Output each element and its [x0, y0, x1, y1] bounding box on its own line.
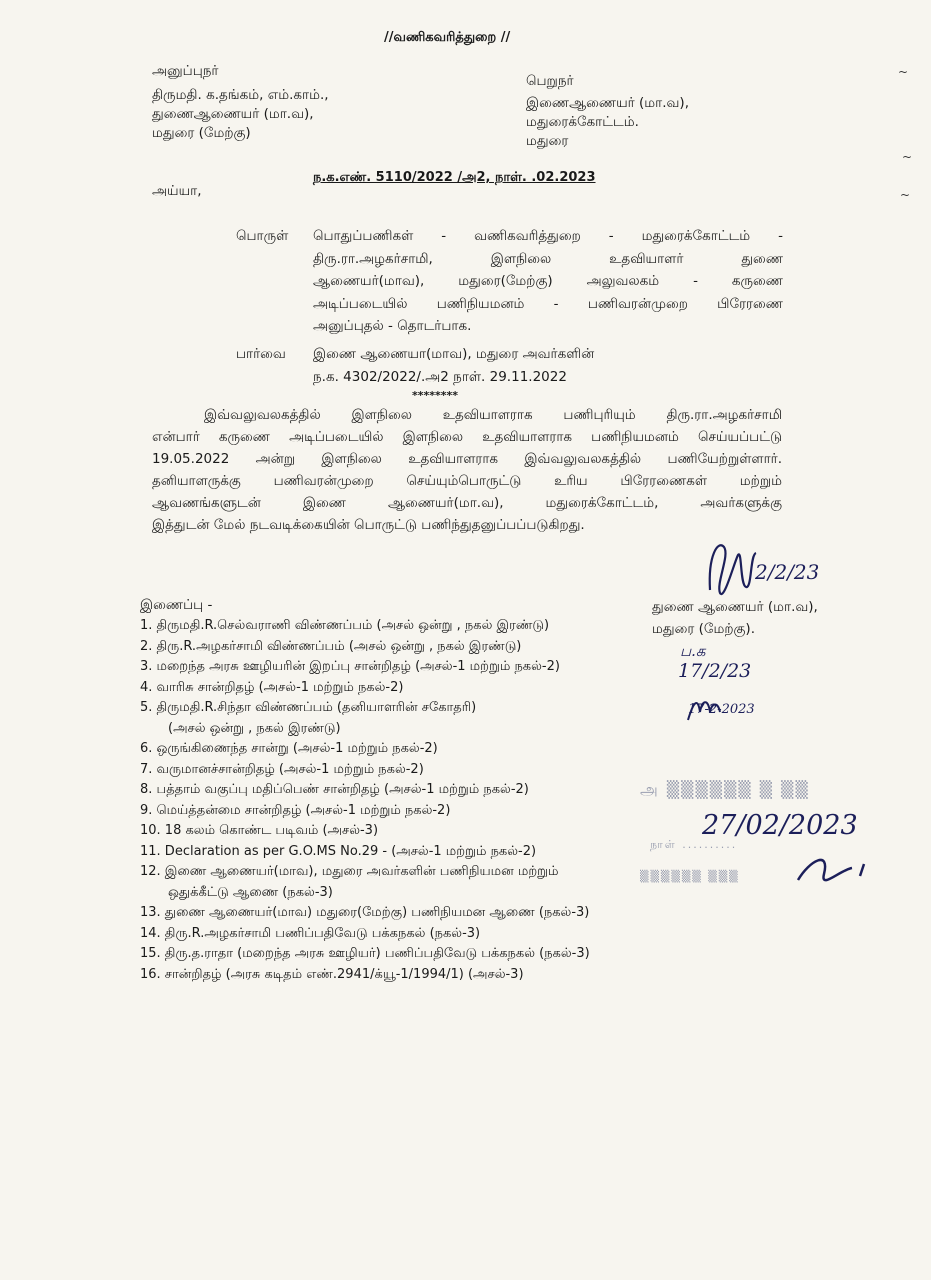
handwritten-date: 17/2/23: [678, 660, 752, 682]
sender-name: திருமதி. க.தங்கம், எம்.காம்.,: [152, 87, 329, 103]
signature-date: 2/2/23: [755, 560, 820, 584]
handwritten-initials: ப.க: [680, 642, 706, 660]
enclosure-item: 6. ஒருங்கிணைந்த சான்று (அசல்-1 மற்றும் நகல்-2): [140, 741, 438, 756]
body-paragraph: [152, 404, 782, 536]
subject-label: பொருள்: [236, 228, 289, 244]
enclosures-label: இணைப்பு -: [140, 597, 213, 613]
edge-mark: ~: [902, 150, 913, 164]
handwritten-second-date: 17-2-2023: [688, 702, 755, 717]
salutation: அய்யா,: [152, 183, 202, 199]
signatory-place: மதுரை (மேற்கு).: [652, 621, 755, 637]
stamp-date: 27/02/2023: [702, 810, 858, 841]
enclosure-item: 4. வாரிசு சான்றிதழ் (அசல்-1 மற்றும் நகல்-2): [140, 679, 404, 695]
edge-mark: ~: [900, 188, 911, 202]
reference-line-1: இணை ஆணையா(மாவ), மதுரை அவர்களின்: [313, 346, 595, 362]
enclosure-item: 2. திரு.R.அழகர்சாமி விண்ணப்பம் (அசல் ஒன்று , நகல் இரண்டு): [140, 638, 522, 654]
enclosure-item: 11. Declaration as per G.O.MS No.29 - (அசல்-1 மற்றும் நகல்-2): [140, 843, 537, 859]
body-line: தனியாளருக்கு பணிவரன்முறை செய்யும்பொருட்டு உரிய பிரேரணைகள் மற்றும்: [152, 473, 782, 489]
recipient-label: பெறுநர்: [526, 73, 574, 89]
body-line: இவ்வலுவலகத்தில் இளநிலை உதவியாளராக பணிபுரியும் திரு.ரா.அழகர்சாமி: [204, 407, 782, 423]
department-title: //வணிகவரித்துறை //: [384, 30, 511, 45]
reference-line-2: ந.க. 4302/2022/.அ2 நாள். 29.11.2022: [313, 369, 567, 385]
enclosure-item: 13. துணை ஆணையர்(மாவ) மதுரை(மேற்கு) பணிநியமன ஆணை (நகல்-3): [140, 905, 590, 920]
separator-stars: ********: [412, 389, 459, 402]
edge-mark: ~: [898, 65, 909, 79]
enclosure-item: ஒதுக்கீட்டு ஆணை (நகல்-3): [168, 884, 333, 900]
enclosure-item: (அசல் ஒன்று , நகல் இரண்டு): [168, 720, 341, 736]
file-reference: ந.க.எண். 5110/2022 /அ2, நாள். .02.2023: [313, 170, 596, 185]
body-line: இத்துடன் மேல் நடவடிக்கையின் பொருட்டு பணிந்துதனுப்பப்படுகிறது.: [152, 517, 585, 533]
reference-label: பார்வை: [236, 346, 286, 362]
subject-line: திரு.ரா.அழகர்சாமி, இளநிலை உதவியாளர் துணை: [313, 250, 783, 267]
body-line: 19.05.2022 அன்று இளநிலை உதவியாளராக இவ்வலுவலகத்தில் பணியேற்றுள்ளார்.: [152, 451, 782, 467]
subject-line: அடிப்படையில் பணிநியமனம் - பணிவரன்முறை பிரேரணை: [313, 295, 783, 312]
enclosure-item: 10. 18 கலம் கொண்ட படிவம் (அசல்-3): [140, 823, 379, 838]
recipient-designation: இணைஆணையர் (மா.வ),: [526, 95, 689, 111]
subject-line: ஆணையர்(மாவ), மதுரை(மேற்கு) அலுவலகம் - கருணை: [313, 273, 783, 289]
body-line: ஆவணங்களுடன் இணை ஆணையர்(மா.வ), மதுரைக்கோட்டம், அவர்களுக்கு: [152, 495, 782, 511]
stamp-footer: ▒▒▒▒▒▒ ▒▒▒: [640, 870, 740, 883]
enclosure-item: 9. மெய்த்தன்மை சான்றிதழ் (அசல்-1 மற்றும் நகல்-2): [140, 802, 451, 818]
enclosure-item: 1. திருமதி.R.செல்வராணி விண்ணப்பம் (அசல் ஒன்று , நகல் இரண்டு): [140, 618, 550, 633]
stamp-signature: [790, 840, 900, 900]
enclosure-item: 12. இணை ஆணையர்(மாவ), மதுரை அவர்களின் பணிநியமன மற்றும்: [140, 864, 559, 879]
body-line: என்பார் கருணை அடிப்படையில் இளநிலை உதவியாளராக பணிநியமனம் செய்யப்பட்டு: [152, 429, 782, 445]
enclosure-item: 3. மறைந்த அரசு ஊழியரின் இறப்பு சான்றிதழ் (அசல்-1 மற்றும் நகல்-2): [140, 659, 560, 674]
subject-line: பொதுப்பணிகள் - வணிகவரித்துறை - மதுரைக்கோட்டம் -: [313, 228, 783, 244]
recipient-office: மதுரைக்கோட்டம்.: [526, 114, 639, 130]
enclosure-item: 8. பத்தாம் வகுப்பு மதிப்பெண் சான்றிதழ் (அசல்-1 மற்றும் நகல்-2): [140, 782, 529, 797]
sender-designation: துணைஆணையர் (மா.வ),: [152, 106, 314, 122]
enclosure-item: 5. திருமதி.R.சிந்தா விண்ணப்பம் (தனியாளரின் சகோதரி): [140, 700, 477, 715]
subject-text: [313, 225, 783, 338]
sender-label: அனுப்புநர்: [152, 63, 219, 79]
signatory-designation: துணை ஆணையர் (மா.வ),: [652, 599, 818, 615]
stamp-label: நாள் ..........: [650, 838, 738, 851]
received-stamp: அ ▒▒▒▒▒▒ ▒ ▒▒: [640, 780, 810, 799]
enclosure-item: 15. திரு.த.ராதா (மறைந்த அரசு ஊழியர்) பணிப்பதிவேடு பக்கநகல் (நகல்-3): [140, 946, 590, 961]
enclosures-list: [140, 616, 590, 985]
sender-place: மதுரை (மேற்கு): [152, 125, 251, 141]
enclosure-item: 7. வருமானச்சான்றிதழ் (அசல்-1 மற்றும் நகல்-2): [140, 761, 424, 777]
enclosure-item: 14. திரு.R.அழகர்சாமி பணிப்பதிவேடு பக்கநகல் (நகல்-3): [140, 925, 481, 941]
enclosure-item: 16. சான்றிதழ் (அரசு கடிதம் எண்.2941/க்யூ-1/1994/1) (அசல்-3): [140, 966, 524, 982]
subject-line: அனுப்புதல் - தொடர்பாக.: [313, 318, 472, 334]
recipient-place: மதுரை: [526, 133, 569, 149]
